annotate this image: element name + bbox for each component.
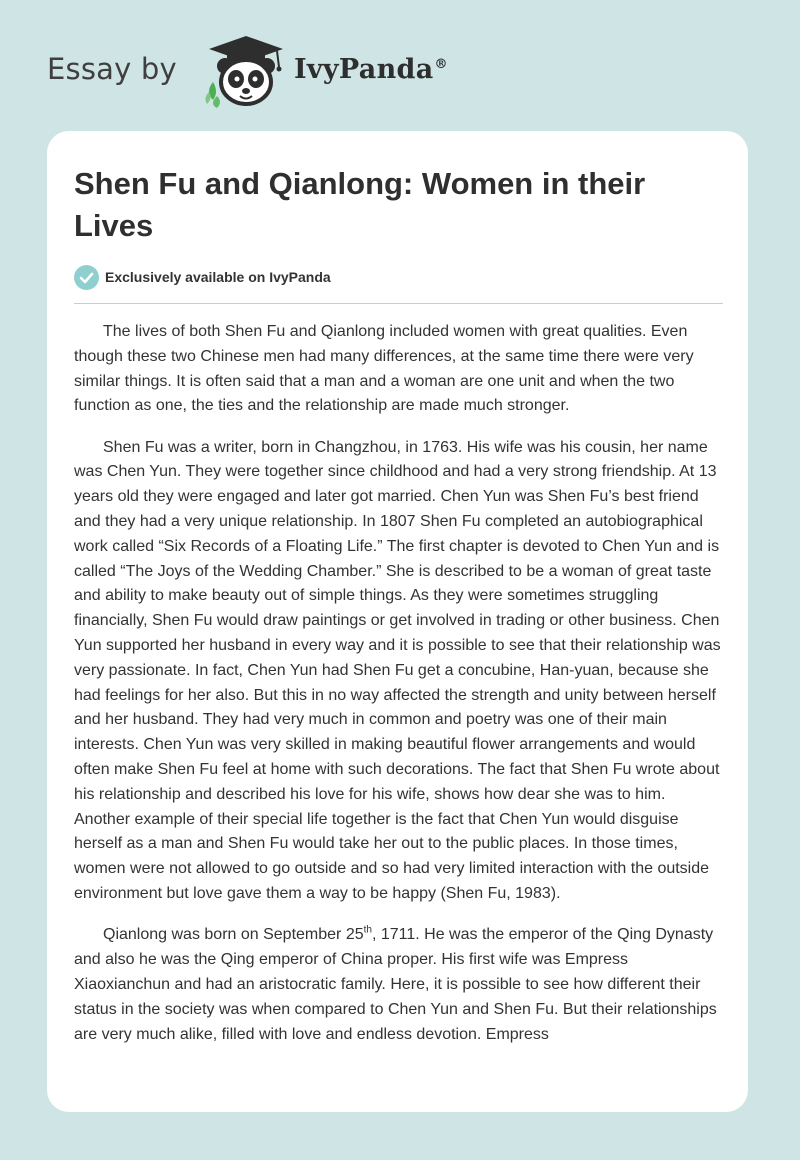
paragraph: Qianlong was born on September 25th, 1711. He was the emperor of the Qing Dynasty and also he was the Qing emperor of China proper. His first wife was Empress Xiaoxianchun and had an aristocratic family. Here, it is possible to see how different their status in the society was when compared to Chen Yun and Shen Fu. But their relationships are very much alike, filled with love and endless devotion. Empress	[74, 925, 717, 1043]
ordinal-suffix: th	[363, 925, 372, 936]
ivypanda-logo-icon[interactable]	[203, 34, 289, 108]
paragraph: The lives of both Shen Fu and Qianlong included women with great qualities. Even though these two Chinese men had many differences, at the same time there were very similar things. It is often said that a man and a woman are one unit and when the two function as one, the ties and the relationship are made much stronger.	[74, 323, 694, 415]
divider	[74, 303, 723, 304]
essay-by-label: Essay by	[47, 52, 177, 86]
check-circle-icon	[74, 265, 99, 290]
exclusive-badge	[74, 264, 331, 290]
article-title: Shen Fu and Qianlong: Women in their Lives	[74, 166, 646, 243]
paragraph: Shen Fu was a writer, born in Changzhou, in 1763. His wife was his cousin, her name was Chen Yun. They were together since childhood and had a very strong friendship. At 13 years old they were engaged and later got married. Chen Yun was Shen Fu’s best friend and they had a very unique relationship. In 1807 Shen Fu completed an autobiographical work called “Six Records of a Floating Life.” The first chapter is devoted to Chen Yun and is called “The Joys of the Wedding Chamber.” She is described to be a woman of great taste and ability to make beauty out of simple things. As they were sometimes struggling financially, Shen Fu would draw paintings or get involved in trading or other business. Chen Yun supported her husband in every way and it is possible to see that their relationship was very passionate. In fact, Chen Yun had Shen Fu get a concubine, Han-yuan, because she had feelings for her also. But this in no way affected the strength and unity between herself and her husband. They had very much in common and poetry was one of their main interests. Chen Yun was very skilled in making beautiful flower arrangements and would often make Shen Fu feel at home with such decorations. The fact that Shen Fu wrote about his relationship and described his love for his wife, shows how dear she was to him. Another example of their special life together is the fact that Chen Yun would disguise herself as a man and Shen Fu would take her out to the public places. In those times, women were not allowed to go outside and so had very limited interaction with the outside environment but love gave them a way to be happy (Shen Fu, 1983).	[74, 438, 721, 903]
site-header	[0, 0, 800, 120]
article-card	[47, 131, 748, 1112]
exclusive-badge-label: Exclusively available on IvyPanda	[105, 269, 331, 285]
article-body	[74, 320, 724, 1064]
brand-name[interactable]: IvyPanda®	[294, 54, 448, 85]
